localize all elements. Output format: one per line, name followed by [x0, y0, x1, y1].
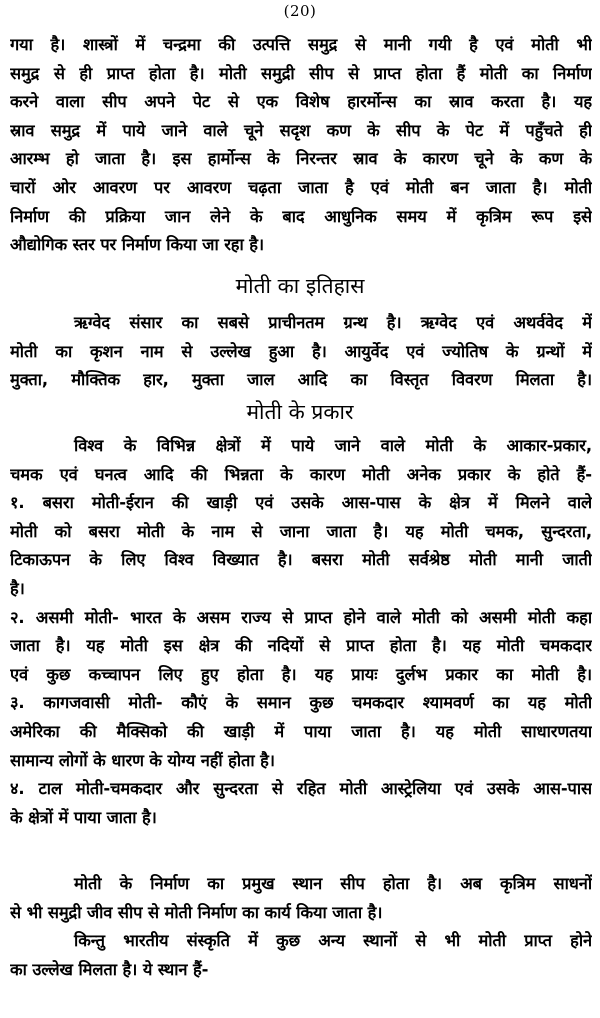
- text-line: ४. टाल मोती-चमकदार और सुन्दरता से रहित मोती आस्ट्रेलिया एवं उसके आस-पास: [10, 779, 592, 799]
- text-line: १. बसरा मोती-ईरान की खाड़ी एवं उसके आस-पास के क्षेत्र में मिलने वाले: [10, 493, 592, 513]
- text-line: आरम्भ हो जाता है। इस हार्मोन्स के निरन्तर स्राव के कारण चूने के कण के: [10, 149, 592, 169]
- text-line: मोती के निर्माण का प्रमुख स्थान सीप होता है। अब कृत्रिम साधनों: [74, 874, 592, 893]
- text-line: सामान्य लोगों के धारण के योग्य नहीं होता है।: [10, 750, 275, 770]
- text-line: टिकाऊपन के लिए विश्व विख्यात है। बसरा मोती सर्वश्रेष्ठ मोती मानी जाती: [10, 550, 592, 570]
- text-line: स्राव समुद्र में पाये जाने वाले चूने सदृश कण के सीप के पेट में पहुँचते ही: [10, 120, 592, 140]
- paragraph-pearl-formation: [10, 31, 592, 260]
- text-line: औद्योगिक स्तर पर निर्माण किया जा रहा है।: [10, 235, 264, 255]
- text-line: अमेरिका की मैक्सिको की खाड़ी में पाया जाता है। यह मोती साधारणतया: [10, 721, 592, 741]
- text-line: ३. कागजवासी मोती- कौएं के समान कुछ चमकदार श्यामवर्ण का यह मोती: [10, 693, 592, 713]
- text-line: मोती का कृशन नाम से उल्लेख हुआ है। आयुर्वेद एवं ज्योतिष के ग्रन्थों में: [10, 341, 592, 361]
- text-line: जाता है। यह मोती इस क्षेत्र की नदियों से प्राप्त होता है। यह मोती चमकदार: [10, 636, 592, 656]
- text-line: मुक्ता, मौक्तिक हार, मुक्ता जाल आदि का विस्तृत विवरण मिलता है।: [10, 370, 592, 390]
- paragraph-pearl-history: [10, 309, 592, 395]
- text-line: किन्तु भारतीय संस्कृति में कुछ अन्य स्थानों से भी मोती प्राप्त होने: [74, 931, 592, 951]
- heading-pearl-history: मोती का इतिहास: [235, 274, 365, 298]
- text-line: २. असमी मोती- भारत के असम राज्य से प्राप्त होने वाले मोती को असमी मोती कहा: [10, 607, 592, 627]
- text-line: चारों ओर आवरण पर आवरण चढ़ता जाता है एवं मोती बन जाता है। मोती: [10, 177, 592, 197]
- text-line: है।: [10, 578, 25, 598]
- text-line: विश्व के विभिन्न क्षेत्रों में पाये जाने वाले मोती के आकार-प्रकार,: [74, 436, 592, 455]
- text-line: गया है। शास्त्रों में चन्द्रमा की उत्पत्ति समुद्र से मानी गयी है एवं मोती भी: [10, 35, 592, 54]
- text-line: के क्षेत्रों में पाया जाता है।: [10, 807, 157, 827]
- text-line: ऋग्वेद संसार का सबसे प्राचीनतम ग्रन्थ है। ऋग्वेद एवं अथर्ववेद में: [74, 313, 592, 332]
- text-line: करने वाला सीप अपने पेट से एक विशेष हारर्मोन्स का स्राव करता है। यह: [10, 92, 592, 112]
- text-line: मोती को बसरा मोती के नाम से जाना जाता है। यह मोती चमक, सुन्दरता,: [10, 521, 592, 541]
- paragraph-pearl-sources: [10, 870, 592, 984]
- text-line: निर्माण की प्रक्रिया जान लेने के बाद आधुनिक समय में कृत्रिम रूप इसे: [10, 206, 592, 226]
- text-line: चमक एवं घनत्व आदि की भिन्नता के कारण मोती अनेक प्रकार के होते हैं-: [10, 464, 592, 484]
- text-line: का उल्लेख मिलता है। ये स्थान हैं-: [10, 959, 209, 979]
- text-line: से भी समुद्री जीव सीप से मोती निर्माण का कार्य किया जाता है।: [10, 902, 383, 922]
- heading-pearl-types: मोती के प्रकार: [246, 400, 354, 424]
- text-line: समुद्र से ही प्राप्त होता है। मोती समुद्री सीप से प्राप्त होता हैं मोती का निर्माण: [10, 63, 592, 83]
- page-number: (20): [283, 2, 317, 20]
- paragraph-pearl-types: [10, 432, 592, 832]
- text-line: एवं कुछ कच्चापन लिए हुए होता है। यह प्रायः दुर्लभ प्रकार का मोती है।: [10, 664, 592, 684]
